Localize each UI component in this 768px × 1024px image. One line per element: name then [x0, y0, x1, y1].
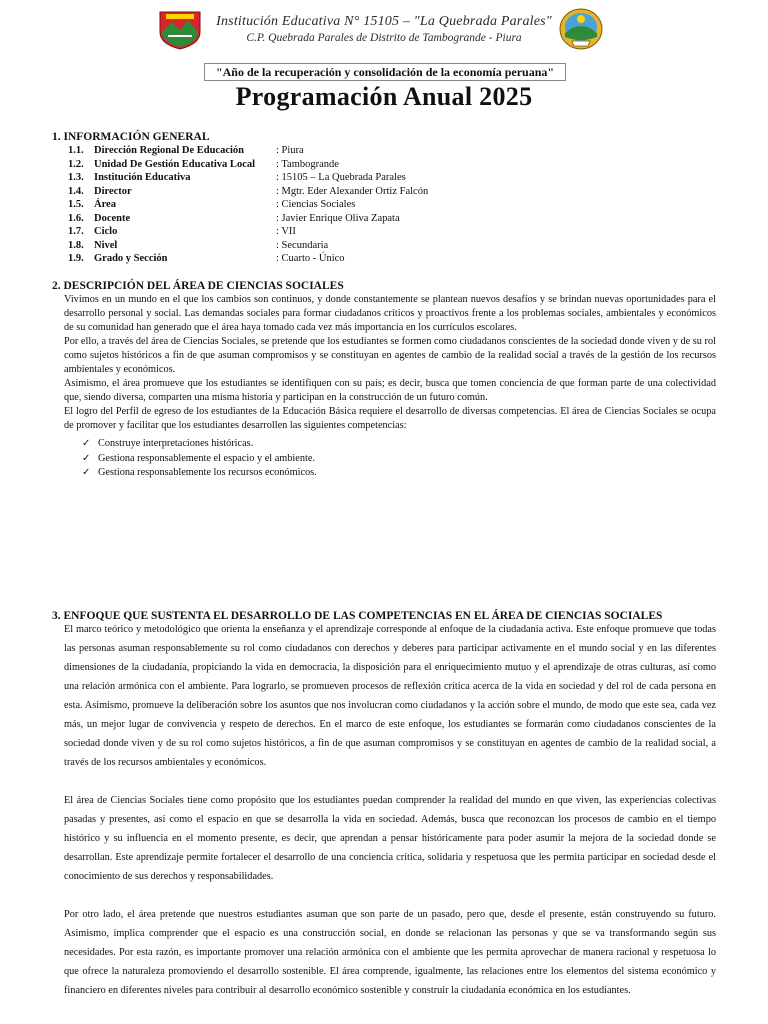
list-item	[82, 466, 317, 481]
info-row-label: Ciclo	[94, 226, 118, 237]
info-row	[68, 225, 468, 238]
info-row-label: Director	[94, 185, 132, 197]
info-row-value: : Mgtr. Eder Alexander Ortiz Falcón	[276, 185, 429, 197]
info-row	[68, 252, 468, 265]
info-row	[68, 144, 468, 157]
section-2-paragraph: Asimismo, el área promueve que los estudiantes se identifiquen con su país; es decir, busca que tomen conciencia de que forman parte de una colectividad que, siendo diversa, comparten una misma historia y participan en la construcción de un futuro común.	[64, 378, 716, 403]
info-row-number: 1.8.	[68, 239, 84, 251]
checkmark-icon: ✓	[82, 467, 91, 478]
info-row-label: Unidad De Gestión Educativa Local	[94, 158, 256, 170]
info-row	[68, 198, 468, 211]
section-3-paragraph: Por otro lado, el área pretende que nuestros estudiantes asuman que son parte de un pasado, pero que, desde el presente, están construyendo su futuro. Asimismo, implica comprender que el espacio es una construcción social, en donde se relacionan las personas y que se va transformando según sus necesidades. Por esta razón, es importante promover una relación armónica con el ambiente que les permita aprovechar de manera racional y respetuosa lo que ofrece la naturaleza promoviendo el desarrollo sostenible. El área comprende, igualmente, las relaciones entre los elementos del sistema económico y financiero en diferentes niveles para contribuir al desarrollo económico sostenible y construir la ciudadanía económica en los estudiantes.	[64, 909, 716, 996]
info-row-value: : Cuarto - Único	[276, 253, 345, 264]
info-row-number: 1.6.	[68, 212, 84, 224]
checkmark-icon: ✓	[82, 452, 91, 464]
competencia-text: Construye interpretaciones históricas.	[98, 438, 254, 449]
info-row-value: : VII	[276, 226, 296, 237]
section-3-paragraph: El marco teórico y metodológico que orienta la enseñanza y el aprendizaje corresponde al enfoque de la ciudadanía activa. Este enfoque promueve que todas las personas asuman responsablemente su rol como ciudadanos con derechos y deberes para participar activamente en el mundo social y en las diferentes dimensiones de la ciudadanía, propiciando la vida en democracia, la disposición para el enriquecimiento mutuo y el aprendizaje de otras culturas, así como una relación armónica con el ambiente. Para lograrlo, se promueven procesos de reflexión crítica acerca de la vida en sociedad y del rol de cada persona en esta. Asimismo, promueve la deliberación sobre los asuntos que nos involucran como ciudadanos y la acción sobre el mundo, de modo que este sea, cada vez más, un mejor lugar de convivencia y respeto de derechos. En el marco de este enfoque, los estudiantes se formarán como ciudadanos conscientes de la sociedad donde viven y de su rol como sujetos históricos, a fin de que asuman compromisos y se constituyan en agentes de cambio de la realidad social, a través de los recursos ambientales y económicos.	[64, 624, 716, 768]
section-2-heading: 2. DESCRIPCIÓN DEL ÁREA DE CIENCIAS SOCIALES	[52, 280, 344, 292]
info-row	[68, 239, 468, 252]
section-2-paragraph: Por ello, a través del área de Ciencias Sociales, se pretende que los estudiantes se formen como ciudadanos conscientes de la sociedad donde viven y de su rol como sujetos históricos a fin de que asuman compromisos y se constituyan en agentes de cambio de la realidad social a través de la gestión de los recursos ambientales y económicos.	[64, 336, 716, 375]
info-row-label: Institución Educativa	[94, 172, 191, 183]
list-item	[82, 452, 317, 467]
institution-name: Institución Educativa N° 15105 – "La Quebrada Parales"	[216, 14, 552, 29]
competencia-text: Gestiona responsablemente el espacio y el ambiente.	[98, 452, 316, 464]
year-motto: "Año de la recuperación y consolidación de la economía peruana"	[204, 63, 566, 81]
section-3-body	[64, 620, 716, 1019]
info-row	[68, 158, 468, 171]
section-2-paragraph: Vivimos en un mundo en el que los cambios son continuos, y donde constantemente se plantean nuevos desafíos y se brindan nuevas oportunidades para el desarrollo personal y social. Las demandas sociales para formar ciudadanos críticos y proactivos frente a los problemas sociales, ambientales y económicos de su comunidad han generado que el área haya tomado cada vez más importancia en los currículos escolares.	[64, 294, 716, 333]
document-title: Programación Anual 2025	[235, 82, 533, 111]
info-row-value: : Piura	[276, 145, 304, 156]
info-row-label: Área	[94, 199, 116, 210]
info-row-label: Dirección Regional De Educación	[94, 145, 245, 156]
info-row-value: : Secundaria	[276, 239, 329, 251]
info-row-number: 1.1.	[68, 145, 84, 156]
section-2-body	[64, 293, 716, 433]
info-row-number: 1.7.	[68, 226, 84, 237]
section-3-paragraph: El área de Ciencias Sociales tiene como propósito que los estudiantes puedan comprender la realidad del mundo en que viven, las experiencias colectivas pasadas y presentes, así como el espacio en que se desarrolla la vida en sociedad. Además, busca que reconozcan los procesos de cambio en el tiempo histórico y su influencia en el momento presente, es decir, que aprendan a pensar históricamente para poder asumir la mejora de la sociedad donde se desarrollan. Este aprendizaje permite fortalecer el desarrollo de una conciencia crítica, solidaria y respetuosa que les permita participar en sociedad desde el conocimiento de sus derechos y responsabilidades.	[64, 795, 716, 882]
info-row-value: : 15105 – La Quebrada Parales	[276, 172, 406, 183]
checkmark-icon: ✓	[82, 438, 91, 449]
info-row-number: 1.2.	[68, 158, 84, 170]
info-row-number: 1.5.	[68, 199, 84, 210]
info-row-label: Nivel	[94, 239, 118, 251]
competencias-list	[82, 437, 317, 481]
info-row-number: 1.3.	[68, 172, 84, 183]
info-row-value: : Javier Enrique Oliva Zapata	[276, 212, 400, 224]
info-row	[68, 212, 468, 225]
competencia-text: Gestiona responsablemente los recursos económicos.	[98, 467, 317, 478]
info-row	[68, 185, 468, 198]
info-row-label: Grado y Sección	[94, 253, 168, 264]
info-row-number: 1.4.	[68, 185, 84, 197]
institution-location: C.P. Quebrada Parales de Distrito de Tambogrande - Piura	[246, 32, 522, 44]
section-3-heading: 3. ENFOQUE QUE SUSTENTA EL DESARROLLO DE LAS COMPETENCIAS EN EL ÁREA DE CIENCIAS SOCIALES	[52, 610, 663, 622]
info-row-value: : Tambogrande	[276, 158, 339, 170]
info-row-number: 1.9.	[68, 253, 84, 264]
info-row-value: : Ciencias Sociales	[276, 199, 356, 210]
section-1-heading: 1. INFORMACIÓN GENERAL	[52, 131, 210, 143]
info-row-label: Docente	[94, 212, 131, 224]
list-item	[82, 437, 317, 452]
section-2-paragraph: El logro del Perfil de egreso de los estudiantes de la Educación Básica requiere el desarrollo de diversas competencias. El área de Ciencias Sociales se ocupa de promover y facilitar que los estudiantes desarrollen las siguientes competencias:	[64, 406, 716, 431]
info-row	[68, 171, 468, 184]
